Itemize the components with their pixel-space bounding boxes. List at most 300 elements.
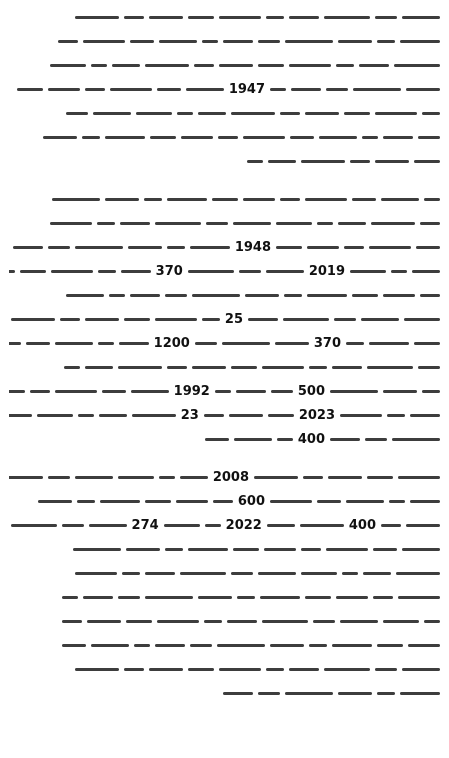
text-stroke bbox=[48, 476, 70, 479]
text-stroke bbox=[38, 500, 72, 503]
text-stroke bbox=[424, 198, 440, 201]
text-line bbox=[9, 149, 440, 173]
text-stroke bbox=[402, 16, 440, 19]
text-stroke bbox=[205, 524, 221, 527]
text-stroke bbox=[346, 342, 364, 345]
text-stroke bbox=[62, 644, 86, 647]
text-stroke bbox=[87, 620, 121, 623]
text-stroke bbox=[233, 548, 259, 551]
text-stroke bbox=[280, 112, 300, 115]
text-stroke bbox=[165, 294, 187, 297]
text-stroke bbox=[75, 668, 119, 671]
text-stroke bbox=[350, 270, 386, 273]
text-stroke bbox=[289, 668, 319, 671]
text-stroke bbox=[215, 390, 231, 393]
text-stroke bbox=[258, 64, 284, 67]
text-stroke bbox=[290, 136, 314, 139]
text-line bbox=[9, 465, 440, 489]
text-stroke bbox=[75, 16, 119, 19]
text-stroke bbox=[381, 198, 419, 201]
text-stroke bbox=[231, 572, 253, 575]
text-stroke bbox=[289, 64, 331, 67]
text-stroke bbox=[132, 414, 176, 417]
text-stroke bbox=[237, 596, 255, 599]
text-stroke bbox=[291, 88, 321, 91]
text-stroke bbox=[227, 620, 257, 623]
text-stroke bbox=[301, 572, 337, 575]
text-stroke bbox=[217, 644, 265, 647]
text-stroke bbox=[66, 112, 88, 115]
text-stroke bbox=[264, 548, 296, 551]
text-stroke bbox=[198, 596, 232, 599]
text-stroke bbox=[381, 524, 401, 527]
text-stroke bbox=[305, 198, 347, 201]
text-line bbox=[9, 29, 440, 53]
text-stroke bbox=[167, 198, 207, 201]
text-stroke bbox=[369, 246, 411, 249]
text-stroke bbox=[145, 64, 189, 67]
text-line bbox=[9, 331, 440, 355]
text-stroke bbox=[359, 64, 389, 67]
inline-number: 1200 bbox=[153, 335, 190, 351]
text-line bbox=[9, 53, 440, 77]
text-line bbox=[9, 489, 440, 513]
text-stroke bbox=[145, 596, 193, 599]
text-stroke bbox=[55, 390, 97, 393]
text-stroke bbox=[277, 438, 293, 441]
text-stroke bbox=[404, 318, 440, 321]
text-stroke bbox=[307, 246, 339, 249]
text-stroke bbox=[119, 342, 149, 345]
text-line bbox=[9, 187, 440, 211]
text-stroke bbox=[268, 160, 296, 163]
text-stroke bbox=[234, 438, 272, 441]
text-stroke bbox=[362, 136, 378, 139]
text-stroke bbox=[205, 438, 229, 441]
text-stroke bbox=[332, 366, 362, 369]
text-stroke bbox=[126, 548, 160, 551]
text-stroke bbox=[344, 112, 370, 115]
text-stroke bbox=[188, 548, 228, 551]
text-stroke bbox=[334, 318, 356, 321]
text-stroke bbox=[300, 524, 344, 527]
text-stroke bbox=[406, 88, 440, 91]
paragraph bbox=[9, 187, 440, 451]
text-stroke bbox=[98, 342, 114, 345]
text-stroke bbox=[420, 294, 440, 297]
text-stroke bbox=[118, 366, 162, 369]
text-stroke bbox=[402, 668, 440, 671]
text-stroke bbox=[414, 160, 440, 163]
text-stroke bbox=[212, 198, 238, 201]
text-stroke bbox=[97, 222, 115, 225]
text-stroke bbox=[186, 88, 224, 91]
paragraph bbox=[9, 465, 440, 705]
text-stroke bbox=[58, 40, 78, 43]
text-line bbox=[9, 307, 440, 331]
text-stroke bbox=[48, 88, 80, 91]
text-stroke bbox=[149, 668, 183, 671]
inline-number: 400 bbox=[348, 517, 376, 533]
text-stroke bbox=[17, 88, 43, 91]
text-stroke bbox=[266, 668, 284, 671]
text-stroke bbox=[195, 342, 217, 345]
inline-number: 400 bbox=[297, 431, 325, 447]
text-stroke bbox=[155, 222, 201, 225]
text-stroke bbox=[396, 572, 440, 575]
inline-number: 370 bbox=[313, 335, 341, 351]
text-stroke bbox=[155, 318, 197, 321]
text-stroke bbox=[418, 366, 440, 369]
inline-number: 1992 bbox=[173, 383, 210, 399]
text-stroke bbox=[77, 500, 95, 503]
text-stroke bbox=[202, 40, 218, 43]
text-stroke bbox=[62, 524, 84, 527]
text-stroke bbox=[204, 620, 222, 623]
text-stroke bbox=[375, 16, 397, 19]
text-stroke bbox=[20, 270, 46, 273]
text-stroke bbox=[91, 64, 107, 67]
text-stroke bbox=[213, 500, 233, 503]
text-stroke bbox=[118, 596, 140, 599]
article-body bbox=[9, 5, 440, 705]
inline-number: 1947 bbox=[228, 81, 265, 97]
text-stroke bbox=[223, 692, 253, 695]
text-stroke bbox=[194, 64, 214, 67]
text-stroke bbox=[124, 668, 144, 671]
text-stroke bbox=[389, 500, 405, 503]
text-stroke bbox=[276, 222, 312, 225]
text-stroke bbox=[340, 620, 378, 623]
text-stroke bbox=[332, 644, 372, 647]
text-stroke bbox=[52, 198, 100, 201]
text-stroke bbox=[367, 366, 413, 369]
text-stroke bbox=[50, 64, 86, 67]
text-line bbox=[9, 283, 440, 307]
text-line bbox=[9, 609, 440, 633]
text-stroke bbox=[383, 390, 417, 393]
text-stroke bbox=[82, 136, 100, 139]
text-stroke bbox=[128, 246, 162, 249]
text-stroke bbox=[188, 668, 214, 671]
paragraph bbox=[9, 5, 440, 173]
paragraph-gap bbox=[9, 173, 440, 187]
text-stroke bbox=[424, 620, 440, 623]
text-line bbox=[9, 101, 440, 125]
text-stroke bbox=[363, 572, 391, 575]
text-line bbox=[9, 379, 440, 403]
text-stroke bbox=[394, 64, 440, 67]
text-stroke bbox=[375, 668, 397, 671]
text-stroke bbox=[377, 40, 395, 43]
text-stroke bbox=[270, 644, 304, 647]
text-stroke bbox=[167, 246, 185, 249]
text-stroke bbox=[204, 414, 224, 417]
text-stroke bbox=[222, 342, 270, 345]
text-stroke bbox=[317, 222, 333, 225]
text-stroke bbox=[422, 390, 440, 393]
text-stroke bbox=[243, 136, 285, 139]
text-line bbox=[9, 513, 440, 537]
text-stroke bbox=[157, 620, 199, 623]
text-stroke bbox=[9, 342, 21, 345]
text-stroke bbox=[422, 112, 440, 115]
text-stroke bbox=[219, 668, 261, 671]
text-stroke bbox=[305, 112, 339, 115]
text-stroke bbox=[239, 270, 261, 273]
text-stroke bbox=[188, 16, 214, 19]
text-stroke bbox=[11, 318, 55, 321]
text-stroke bbox=[9, 270, 15, 273]
text-stroke bbox=[410, 500, 440, 503]
inline-number: 2022 bbox=[225, 517, 262, 533]
text-stroke bbox=[352, 294, 378, 297]
text-stroke bbox=[192, 294, 240, 297]
text-stroke bbox=[75, 572, 117, 575]
text-stroke bbox=[342, 572, 358, 575]
text-stroke bbox=[243, 198, 275, 201]
text-stroke bbox=[283, 318, 329, 321]
text-stroke bbox=[260, 596, 300, 599]
text-line bbox=[9, 633, 440, 657]
text-stroke bbox=[102, 390, 126, 393]
text-stroke bbox=[131, 390, 169, 393]
text-stroke bbox=[303, 476, 323, 479]
text-stroke bbox=[330, 438, 360, 441]
text-stroke bbox=[377, 644, 403, 647]
text-stroke bbox=[414, 342, 440, 345]
text-stroke bbox=[83, 596, 113, 599]
text-stroke bbox=[60, 318, 80, 321]
text-stroke bbox=[324, 16, 370, 19]
text-stroke bbox=[218, 136, 238, 139]
text-stroke bbox=[248, 318, 278, 321]
text-stroke bbox=[223, 40, 253, 43]
text-stroke bbox=[400, 40, 440, 43]
text-stroke bbox=[180, 476, 208, 479]
text-line bbox=[9, 427, 440, 451]
text-stroke bbox=[145, 572, 175, 575]
text-stroke bbox=[361, 318, 399, 321]
text-stroke bbox=[124, 318, 150, 321]
text-stroke bbox=[258, 692, 280, 695]
text-stroke bbox=[305, 596, 331, 599]
text-stroke bbox=[346, 500, 384, 503]
text-stroke bbox=[375, 160, 409, 163]
text-stroke bbox=[9, 476, 43, 479]
text-stroke bbox=[126, 620, 152, 623]
text-line bbox=[9, 657, 440, 681]
text-stroke bbox=[275, 342, 309, 345]
text-stroke bbox=[85, 366, 113, 369]
text-stroke bbox=[78, 414, 94, 417]
text-stroke bbox=[13, 246, 43, 249]
text-stroke bbox=[188, 270, 234, 273]
text-stroke bbox=[48, 246, 70, 249]
text-stroke bbox=[85, 318, 119, 321]
inline-number: 500 bbox=[297, 383, 325, 399]
text-stroke bbox=[270, 500, 312, 503]
text-stroke bbox=[258, 40, 280, 43]
text-stroke bbox=[245, 294, 279, 297]
text-stroke bbox=[159, 476, 175, 479]
text-stroke bbox=[336, 64, 354, 67]
text-stroke bbox=[313, 620, 335, 623]
text-stroke bbox=[402, 548, 440, 551]
text-stroke bbox=[233, 222, 271, 225]
inline-number: 25 bbox=[224, 311, 243, 327]
text-stroke bbox=[176, 500, 208, 503]
text-stroke bbox=[391, 270, 407, 273]
paragraph-gap bbox=[9, 451, 440, 465]
text-stroke bbox=[120, 222, 150, 225]
text-line bbox=[9, 537, 440, 561]
inline-number: 1948 bbox=[234, 239, 271, 255]
text-stroke bbox=[268, 414, 294, 417]
text-stroke bbox=[50, 222, 92, 225]
text-stroke bbox=[192, 366, 226, 369]
text-stroke bbox=[383, 294, 415, 297]
text-line bbox=[9, 585, 440, 609]
text-stroke bbox=[229, 414, 263, 417]
text-stroke bbox=[62, 620, 82, 623]
text-stroke bbox=[284, 294, 302, 297]
text-stroke bbox=[319, 136, 357, 139]
text-stroke bbox=[307, 294, 347, 297]
text-stroke bbox=[309, 644, 327, 647]
text-stroke bbox=[258, 572, 296, 575]
text-stroke bbox=[236, 390, 266, 393]
text-stroke bbox=[336, 596, 368, 599]
text-stroke bbox=[377, 692, 395, 695]
text-stroke bbox=[371, 222, 415, 225]
text-stroke bbox=[93, 112, 131, 115]
text-stroke bbox=[262, 366, 304, 369]
inline-number: 2019 bbox=[308, 263, 345, 279]
text-stroke bbox=[398, 596, 440, 599]
text-stroke bbox=[375, 112, 417, 115]
text-stroke bbox=[301, 548, 321, 551]
text-line bbox=[9, 403, 440, 427]
text-stroke bbox=[408, 644, 440, 647]
text-stroke bbox=[180, 572, 226, 575]
text-stroke bbox=[280, 198, 300, 201]
text-stroke bbox=[338, 692, 372, 695]
text-stroke bbox=[365, 438, 387, 441]
text-stroke bbox=[181, 136, 213, 139]
text-stroke bbox=[155, 644, 185, 647]
text-stroke bbox=[326, 548, 368, 551]
text-stroke bbox=[190, 644, 212, 647]
text-stroke bbox=[51, 270, 93, 273]
text-stroke bbox=[144, 198, 162, 201]
text-stroke bbox=[330, 390, 378, 393]
text-stroke bbox=[317, 500, 341, 503]
text-stroke bbox=[9, 390, 25, 393]
text-stroke bbox=[136, 112, 172, 115]
text-stroke bbox=[167, 366, 187, 369]
text-stroke bbox=[247, 160, 263, 163]
text-line bbox=[9, 355, 440, 379]
text-stroke bbox=[121, 270, 151, 273]
text-stroke bbox=[198, 112, 226, 115]
text-line bbox=[9, 259, 440, 283]
text-stroke bbox=[367, 476, 393, 479]
text-stroke bbox=[164, 524, 200, 527]
text-stroke bbox=[202, 318, 220, 321]
text-stroke bbox=[271, 390, 293, 393]
text-stroke bbox=[105, 136, 145, 139]
text-stroke bbox=[254, 476, 298, 479]
text-stroke bbox=[267, 524, 295, 527]
text-stroke bbox=[159, 40, 197, 43]
text-stroke bbox=[420, 222, 440, 225]
text-stroke bbox=[157, 88, 181, 91]
text-stroke bbox=[75, 246, 123, 249]
text-stroke bbox=[64, 366, 80, 369]
text-stroke bbox=[266, 16, 284, 19]
text-stroke bbox=[289, 16, 319, 19]
text-stroke bbox=[91, 644, 129, 647]
text-stroke bbox=[206, 222, 228, 225]
text-line bbox=[9, 235, 440, 259]
text-line bbox=[9, 681, 440, 705]
text-stroke bbox=[30, 390, 50, 393]
text-stroke bbox=[145, 500, 171, 503]
text-stroke bbox=[387, 414, 405, 417]
text-stroke bbox=[118, 476, 154, 479]
text-stroke bbox=[112, 64, 140, 67]
text-stroke bbox=[83, 40, 125, 43]
inline-number: 2023 bbox=[298, 407, 335, 423]
text-stroke bbox=[150, 136, 176, 139]
text-stroke bbox=[75, 476, 113, 479]
text-line bbox=[9, 5, 440, 29]
text-stroke bbox=[398, 476, 440, 479]
text-stroke bbox=[352, 198, 376, 201]
text-stroke bbox=[373, 548, 397, 551]
text-stroke bbox=[285, 692, 333, 695]
text-stroke bbox=[109, 294, 125, 297]
text-stroke bbox=[43, 136, 77, 139]
text-stroke bbox=[149, 16, 183, 19]
text-stroke bbox=[219, 64, 253, 67]
text-stroke bbox=[416, 246, 440, 249]
text-stroke bbox=[66, 294, 104, 297]
text-stroke bbox=[353, 88, 401, 91]
text-stroke bbox=[301, 160, 345, 163]
text-stroke bbox=[406, 524, 440, 527]
text-stroke bbox=[369, 342, 409, 345]
text-stroke bbox=[89, 524, 127, 527]
text-stroke bbox=[130, 294, 160, 297]
text-stroke bbox=[99, 414, 127, 417]
text-stroke bbox=[231, 366, 257, 369]
text-stroke bbox=[324, 668, 370, 671]
text-stroke bbox=[190, 246, 230, 249]
text-stroke bbox=[373, 596, 393, 599]
text-line bbox=[9, 125, 440, 149]
text-line bbox=[9, 77, 440, 101]
text-stroke bbox=[105, 198, 139, 201]
text-stroke bbox=[9, 414, 32, 417]
text-stroke bbox=[62, 596, 78, 599]
inline-number: 600 bbox=[237, 493, 265, 509]
text-stroke bbox=[177, 112, 193, 115]
text-stroke bbox=[26, 342, 50, 345]
text-stroke bbox=[110, 88, 152, 91]
text-stroke bbox=[37, 414, 73, 417]
